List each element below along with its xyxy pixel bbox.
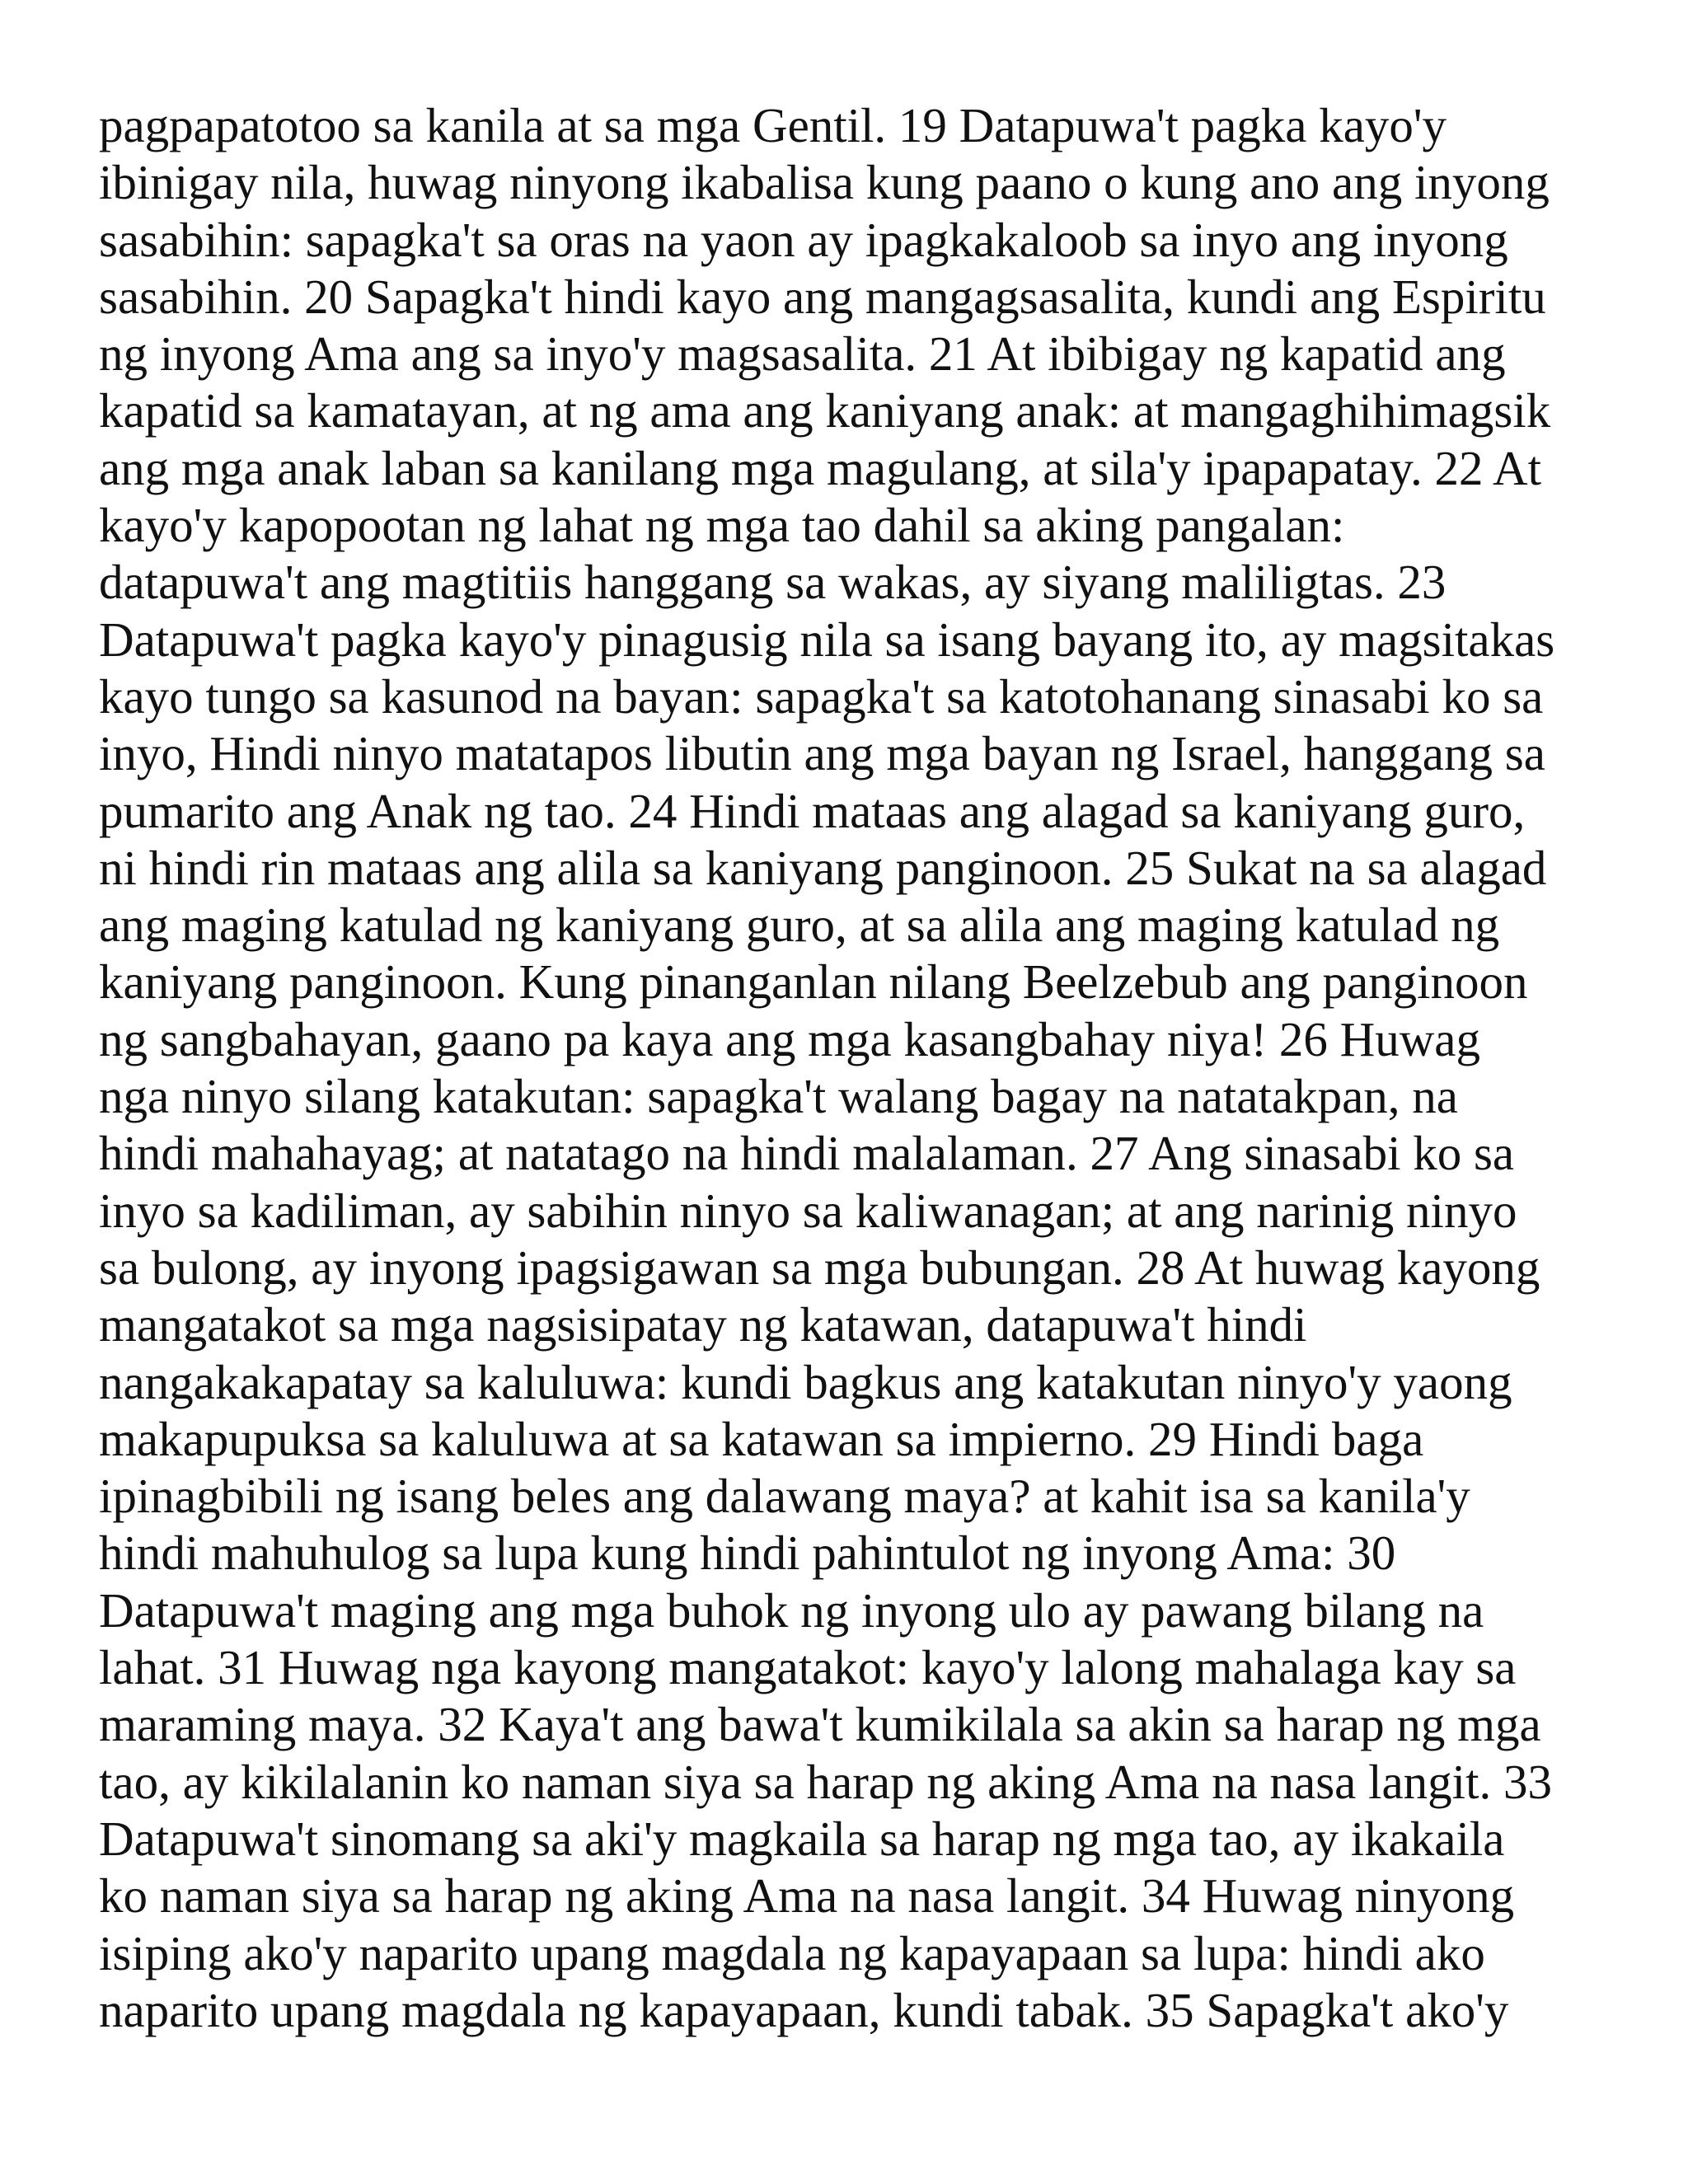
text-line: maraming maya. 32 Kaya't ang bawa't kumikilala sa akin sa harap ng mga bbox=[99, 1697, 1541, 1752]
text-line: hindi mahahayag; at natatago na hindi malalaman. 27 Ang sinasabi ko sa bbox=[99, 1126, 1515, 1181]
text-line: Datapuwa't pagka kayo'y pinagusig nila sa isang bayang ito, ay magsitakas bbox=[99, 612, 1555, 667]
text-line: Datapuwa't sinomang sa aki'y magkaila sa harap ng mga tao, ay ikakaila bbox=[99, 1811, 1505, 1866]
text-line: sasabihin. 20 Sapagka't hindi kayo ang mangagsasalita, kundi ang Espiritu bbox=[99, 269, 1546, 324]
text-line: ng inyong Ama ang sa inyo'y magsasalita. 21 At ibibigay ng kapatid ang bbox=[99, 326, 1506, 382]
text-line: tao, ay kikilalanin ko naman siya sa harap ng aking Ama na nasa langit. 33 bbox=[99, 1754, 1552, 1809]
text-line: datapuwa't ang magtitiis hanggang sa wakas, ay siyang maliligtas. 23 bbox=[99, 555, 1447, 610]
text-line: sasabihin: sapagka't sa oras na yaon ay ipagkakaloob sa inyo ang inyong bbox=[99, 212, 1508, 267]
text-line: kayo'y kapopootan ng lahat ng mga tao dahil sa aking pangalan: bbox=[99, 498, 1345, 553]
text-line: inyo sa kadiliman, ay sabihin ninyo sa kaliwanagan; at ang narinig ninyo bbox=[99, 1183, 1517, 1238]
text-line: ipinagbibili ng isang beles ang dalawang maya? at kahit isa sa kanila'y bbox=[99, 1469, 1470, 1524]
body-text bbox=[99, 97, 1607, 2039]
text-line: ang mga anak laban sa kanilang mga magulang, at sila'y ipapapatay. 22 At bbox=[99, 440, 1542, 495]
text-line: nga ninyo silang katakutan: sapagka't walang bagay na natatakpan, na bbox=[99, 1069, 1458, 1124]
text-line: kaniyang panginoon. Kung pinanganlan nilang Beelzebub ang panginoon bbox=[99, 954, 1528, 1010]
text-line: naparito upang magdala ng kapayapaan, kundi tabak. 35 Sapagka't ako'y bbox=[99, 1982, 1509, 2037]
text-line: ko naman siya sa harap ng aking Ama na nasa langit. 34 Huwag ninyong bbox=[99, 1868, 1515, 1924]
text-line: pumarito ang Anak ng tao. 24 Hindi mataas ang alagad sa kaniyang guro, bbox=[99, 783, 1526, 838]
text-line: ni hindi rin mataas ang alila sa kaniyang panginoon. 25 Sukat na sa alagad bbox=[99, 840, 1547, 895]
text-line: kayo tungo sa kasunod na bayan: sapagka't sa katotohanang sinasabi ko sa bbox=[99, 668, 1544, 724]
text-line: nangakakapatay sa kaluluwa: kundi bagkus ang katakutan ninyo'y yaong bbox=[99, 1354, 1512, 1409]
text-line: lahat. 31 Huwag nga kayong mangatakot: kayo'y lalong mahalaga kay sa bbox=[99, 1640, 1517, 1695]
text-line: ang maging katulad ng kaniyang guro, at sa alila ang maging katulad ng bbox=[99, 898, 1500, 953]
text-line: pagpapatotoo sa kanila at sa mga Gentil. 19 Datapuwa't pagka kayo'y bbox=[99, 98, 1447, 152]
text-line: kapatid sa kamatayan, at ng ama ang kaniyang anak: at mangaghihimagsik bbox=[99, 383, 1551, 438]
text-line: hindi mahuhulog sa lupa kung hindi pahintulot ng inyong Ama: 30 bbox=[99, 1526, 1396, 1581]
text-line: makapupuksa sa kaluluwa at sa katawan sa impierno. 29 Hindi baga bbox=[99, 1411, 1424, 1466]
text-line: Datapuwa't maging ang mga buhok ng inyong ulo ay pawang bilang na bbox=[99, 1582, 1484, 1638]
text-line: sa bulong, ay inyong ipagsigawan sa mga bubungan. 28 At huwag kayong bbox=[99, 1240, 1540, 1295]
text-line: mangatakot sa mga nagsisipatay ng katawan, datapuwa't hindi bbox=[99, 1297, 1307, 1352]
text-line: ibinigay nila, huwag ninyong ikabalisa kung paano o kung ano ang inyong bbox=[99, 155, 1550, 210]
text-line: inyo, Hindi ninyo matatapos libutin ang mga bayan ng Israel, hanggang sa bbox=[99, 726, 1545, 781]
text-line: isiping ako'y naparito upang magdala ng kapayapaan sa lupa: hindi ako bbox=[99, 1925, 1485, 1980]
text-line: ng sangbahayan, gaano pa kaya ang mga kasangbahay niya! 26 Huwag bbox=[99, 1011, 1480, 1066]
